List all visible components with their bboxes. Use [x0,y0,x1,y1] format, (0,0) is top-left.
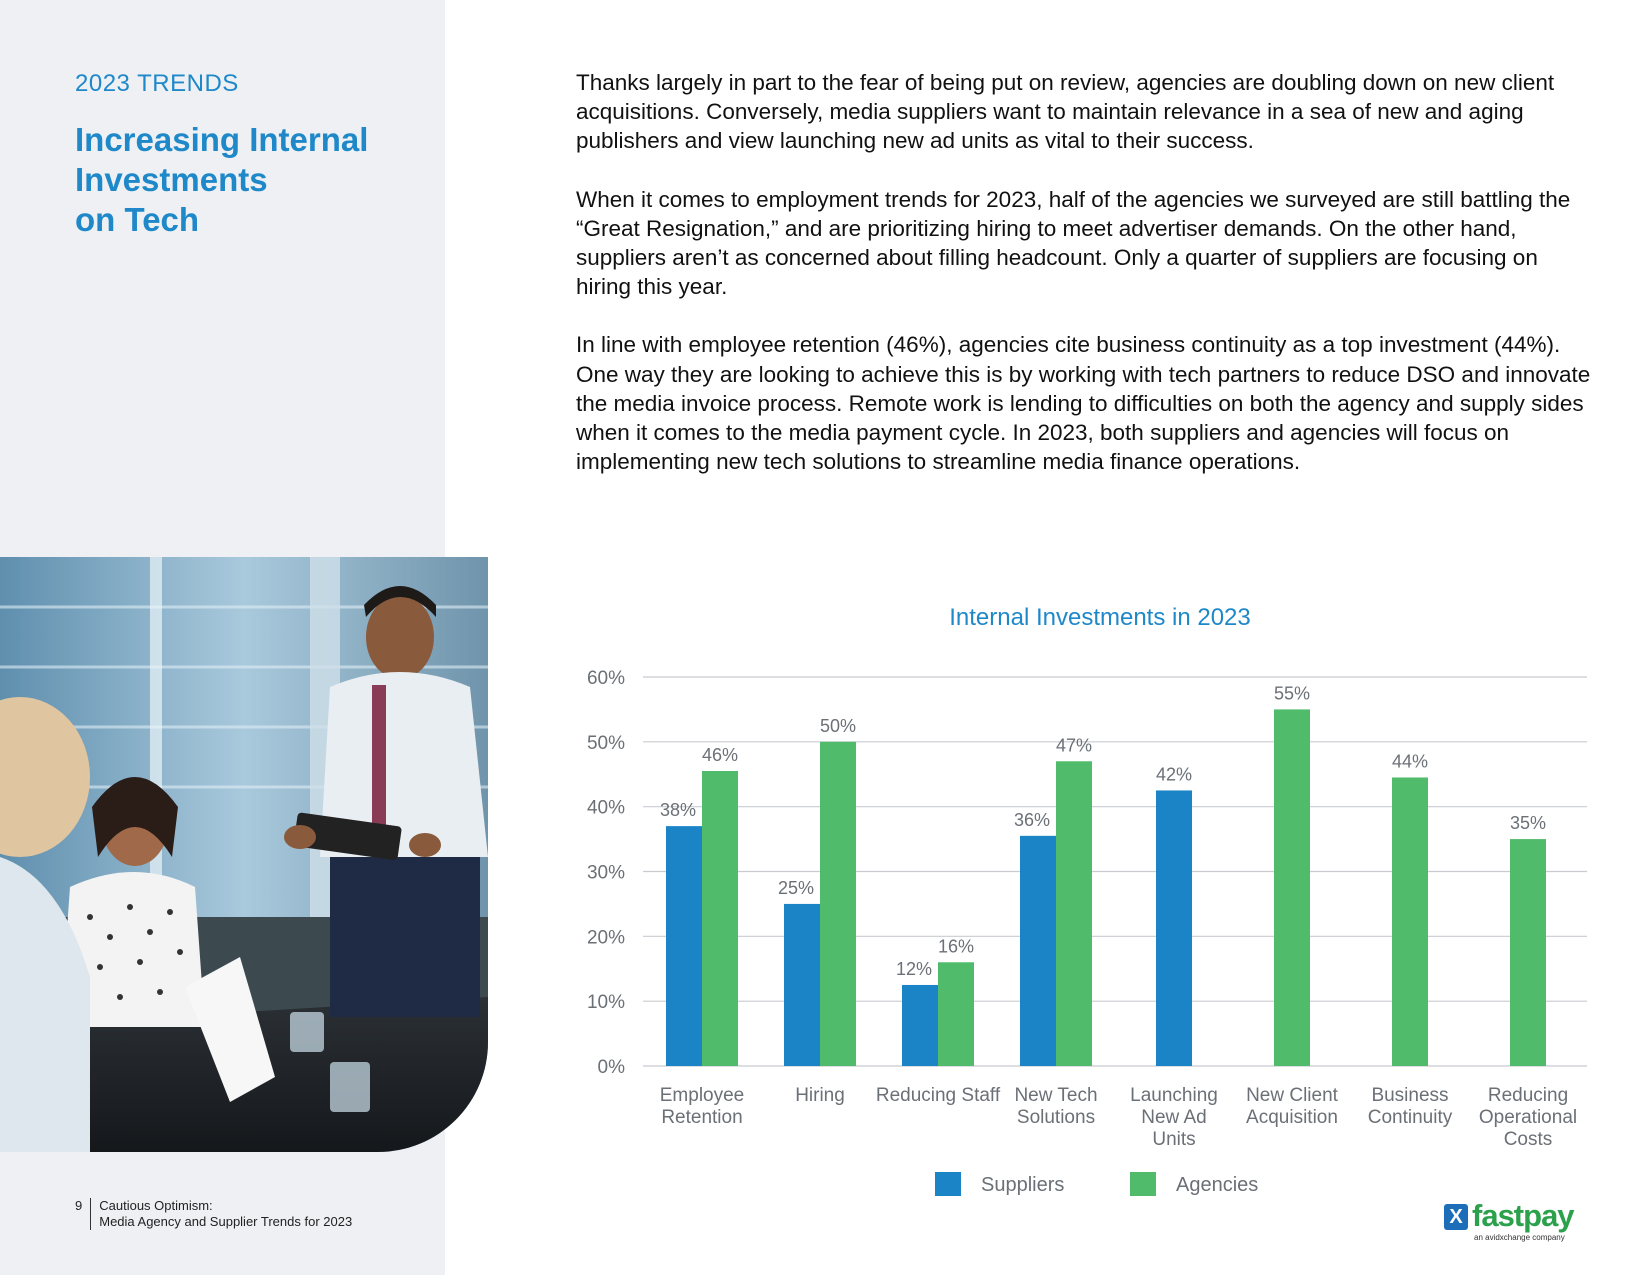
x-tick-label: Retention [661,1107,743,1128]
y-tick-label: 30% [586,862,625,884]
x-tick-label: Reducing Staff [875,1085,1001,1106]
logo-wordmark: fastpay [1472,1198,1574,1233]
legend-swatch-suppliers [935,1172,961,1196]
fastpay-logo [1444,1200,1572,1244]
body-paragraph: In line with employee retention (46%), agencies cite business continuity as a top investment (44%). One way they are looking to achieve this is by working with tech partners to reduce DSO and innovate the media invoice process. Remote work is lending to difficulties on both the agency and supply sides when it comes to the media payment cycle. In 2023, both suppliers and agencies will focus on implementing new tech solutions to streamline media finance operations. [576,332,1591,475]
x-tick-label: Hiring [795,1085,845,1106]
page-footer [75,1198,352,1230]
x-tick-label: Launching [1130,1085,1218,1106]
page-title-line: on Tech [75,201,200,238]
bar-agencies [1392,777,1428,1066]
x-tick-label: New Tech [1014,1085,1098,1106]
data-label: 25% [777,877,815,898]
x-tick-label: Continuity [1367,1107,1453,1128]
page-number: 9 [75,1198,83,1213]
legend-label-suppliers: Suppliers [981,1174,1065,1196]
body-paragraph: Thanks largely in part to the fear of being put on review, agencies are doubling down on new client acquisitions. Conversely, media suppliers want to maintain relevance in a sea of new and aging publishers and view launching new ad units as vital to their success. [576,70,1555,154]
data-label: 47% [1055,735,1093,756]
bar-suppliers [666,826,702,1066]
data-label: 50% [819,715,857,736]
bar-agencies [1056,761,1092,1066]
x-tick-label: Costs [1503,1129,1553,1150]
page-title [75,120,425,240]
footer-doc-title [90,1198,352,1230]
footer-line: Media Agency and Supplier Trends for 2023 [99,1214,353,1229]
bar-agencies [702,771,738,1066]
legend-swatch-agencies [1130,1172,1156,1196]
bar-suppliers [902,985,938,1066]
y-tick-label: 0% [597,1057,625,1078]
bar-agencies [1274,709,1310,1066]
page-title-line: Increasing Internal [75,121,369,158]
data-label: 36% [1013,809,1051,830]
x-tick-label: Solutions [1016,1107,1096,1128]
y-tick-label: 50% [586,732,625,754]
y-tick-label: 40% [586,797,625,819]
chart-title: Internal Investments in 2023 [949,604,1251,631]
bar-suppliers [1156,790,1192,1066]
data-label: 44% [1391,751,1429,772]
bar-agencies [938,962,974,1066]
chart-legend [935,1172,1258,1196]
data-label: 46% [701,745,739,766]
investments-bar-chart [555,590,1615,1210]
page-title-line: Investments [75,161,268,198]
logo-x-mark: X [1444,1204,1468,1230]
body-paragraph: When it comes to employment trends for 2023, half of the agencies we surveyed are still battling the “Great Resignation,” and are prioritizing hiring to meet advertiser demands. On the other hand, suppliers aren’t as concerned about filling headcount. Only a quarter of suppliers are focusing on hiring this year. [576,186,1571,300]
data-label: 16% [937,936,975,957]
x-tick-label: Business [1371,1085,1449,1106]
data-label: 55% [1273,683,1311,704]
logo-tagline: an avidxchange company [1474,1233,1565,1242]
bar-suppliers [1020,836,1056,1066]
x-tick-label: New Client [1246,1085,1338,1106]
y-tick-label: 10% [586,992,625,1014]
y-tick-label: 20% [586,927,625,949]
x-tick-label: Reducing [1487,1085,1569,1106]
office-meeting-photo [0,557,488,1152]
data-label: 38% [659,800,697,821]
data-label: 12% [895,958,933,979]
body-copy [576,68,1596,505]
footer-line: Cautious Optimism: [99,1198,213,1213]
bar-suppliers [784,904,820,1066]
x-tick-label: Units [1152,1129,1196,1150]
legend-label-agencies: Agencies [1176,1174,1259,1196]
x-tick-label: Operational [1478,1107,1578,1128]
x-tick-label: Employee [659,1085,745,1106]
y-tick-label: 60% [586,668,625,689]
x-tick-label: New Ad [1141,1107,1207,1128]
x-tick-label: Acquisition [1246,1107,1338,1128]
section-eyebrow: 2023 TRENDS [75,70,239,97]
data-label: 42% [1155,764,1193,785]
data-label: 35% [1509,813,1547,834]
bar-agencies [820,742,856,1066]
bar-agencies [1510,839,1546,1066]
